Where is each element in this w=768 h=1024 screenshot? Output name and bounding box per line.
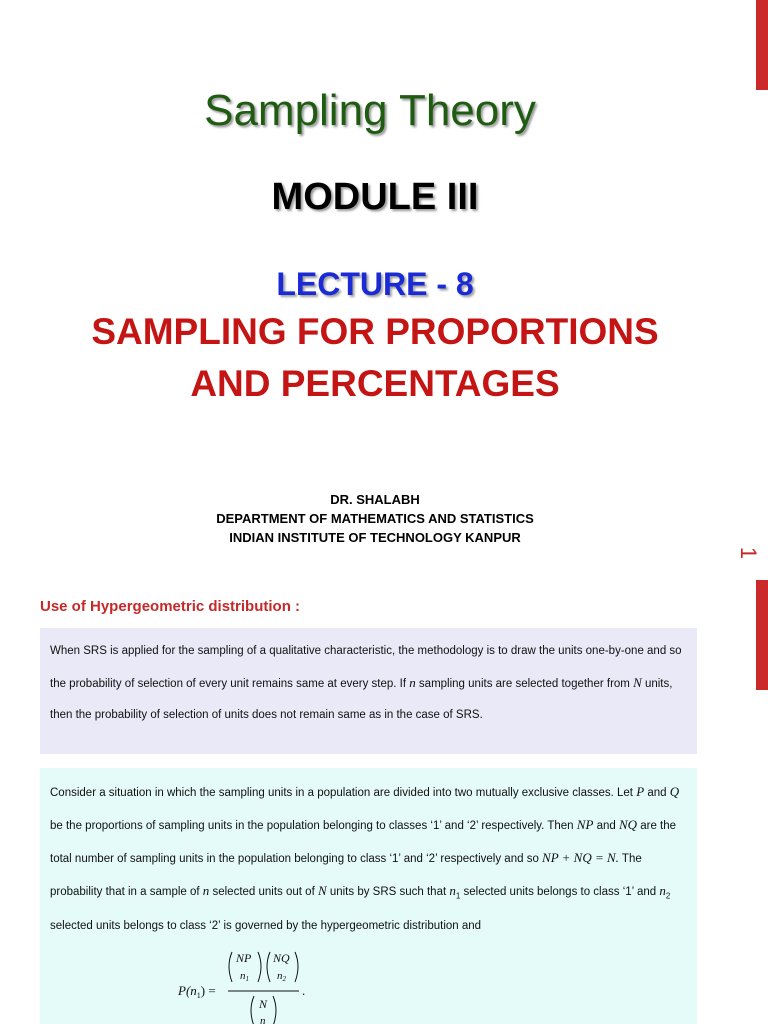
author-name: DR. SHALABH bbox=[330, 492, 420, 507]
topic-line-1: SAMPLING FOR PROPORTIONS bbox=[91, 311, 659, 352]
explanation-paragraph: Consider a situation in which the sampling units in a population are divided into two mutually exclusive classes. Let P and Q be the proportions of sampling units in the population belonging to classes ‘1’ and ‘2’ respectively. Then NP and NQ are the total number of sampling units in the population belonging to class ‘1’ and ‘2’ respectively and so NP + NQ = N. The probability that in a sample of n selected units out of N units by SRS such that $n_1$ selected units belongs to class ‘1’ and $n_2$ selected units belongs to class ‘2’ is governed by the hypergeometric distribution and bbox=[50, 784, 680, 933]
hypergeometric-formula bbox=[178, 948, 328, 1024]
page-number: 1 bbox=[735, 546, 761, 560]
lecture-label: LECTURE - 8 bbox=[276, 266, 474, 302]
accent-bar-bottom bbox=[756, 580, 768, 690]
formula-n1: n1 bbox=[240, 970, 249, 983]
department-name: DEPARTMENT OF MATHEMATICS AND STATISTICS bbox=[216, 511, 534, 526]
formula-nq: NQ bbox=[273, 951, 290, 965]
formula-lhs: $P(n_1)$ = bbox=[178, 983, 216, 1000]
formula-period: . bbox=[302, 983, 306, 998]
accent-bar-top bbox=[756, 0, 768, 90]
explanation-paragraph-box bbox=[40, 768, 697, 1024]
institute-name: INDIAN INSTITUTE OF TECHNOLOGY KANPUR bbox=[229, 530, 521, 545]
author-block bbox=[0, 490, 750, 547]
lecture-topic bbox=[0, 306, 750, 410]
formula-n: n bbox=[260, 1015, 266, 1024]
intro-paragraph: When SRS is applied for the sampling of a qualitative characteristic, the methodology is to draw the units one-by-one and so the probability of selection of every unit remains same at every step. If n sampling units are selected together from N units, then the probability of selection of units does not remain same as in the case of SRS. bbox=[50, 645, 682, 721]
topic-line-2: AND PERCENTAGES bbox=[190, 363, 560, 404]
formula-np: NP bbox=[236, 951, 252, 965]
intro-paragraph-box bbox=[40, 628, 697, 754]
section-heading: Use of Hypergeometric distribution : bbox=[40, 598, 301, 615]
formula-n2: n2 bbox=[277, 970, 286, 983]
formula-N: N bbox=[259, 997, 268, 1011]
course-title: Sampling Theory bbox=[204, 86, 536, 135]
module-label: MODULE III bbox=[271, 176, 479, 218]
